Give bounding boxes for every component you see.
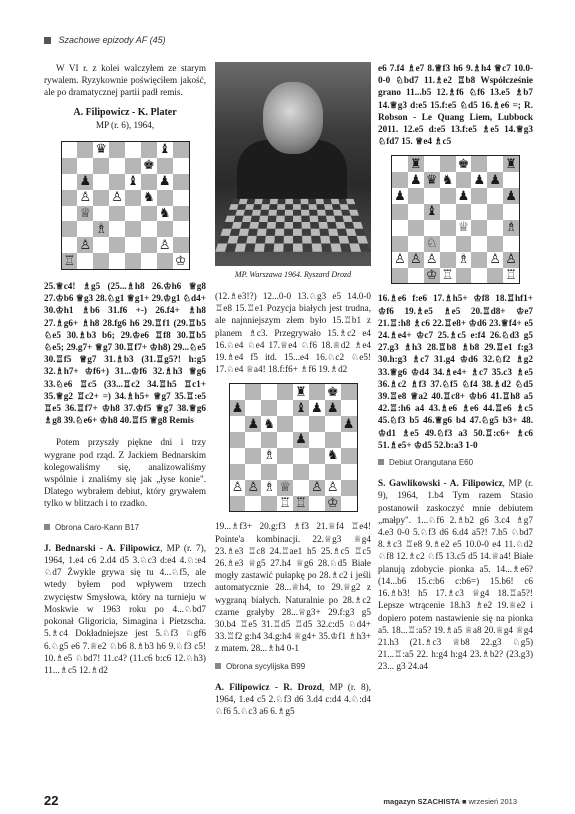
board-square — [293, 480, 309, 496]
board-square — [487, 236, 503, 252]
board-square — [157, 190, 173, 206]
board-square — [93, 190, 109, 206]
board-square — [424, 188, 440, 204]
chess-piece-square: ♟ — [408, 172, 424, 188]
chess-piece-square: ♜ — [408, 156, 424, 172]
board-square — [440, 188, 456, 204]
board-square — [277, 416, 293, 432]
board-square — [93, 237, 109, 253]
chess-piece-square: ♘ — [424, 236, 440, 252]
player-photo — [215, 62, 371, 266]
game3-title: A. Filipowicz - R. Drozd — [215, 681, 322, 692]
board-square — [309, 416, 325, 432]
board-square — [62, 190, 78, 206]
board-square — [408, 236, 424, 252]
game4-title: S. Gawlikowski - A. Filipowicz — [378, 478, 503, 489]
board-square — [471, 188, 487, 204]
intro-text: W VI r. z kolei walczyłem ze starym rywalem. Ryzykownie poświęciłem jakość, ale po dramatycznej partii padł remis. — [44, 63, 206, 98]
board-square — [341, 400, 357, 416]
magazine-name: magazyn SZACHISTA — [383, 797, 460, 806]
board-square — [341, 464, 357, 480]
chess-piece-square: ♕ — [456, 220, 472, 236]
board-square — [503, 204, 519, 220]
chess-piece-square: ♖ — [277, 496, 293, 512]
board-square — [141, 253, 157, 269]
chess-piece-square: ♙ — [157, 237, 173, 253]
opening-name-1: Obrona Caro-Kann B17 — [55, 522, 140, 532]
board-square — [173, 142, 189, 158]
board-square — [62, 142, 78, 158]
chess-piece-square: ♟ — [309, 400, 325, 416]
photo-caption: MP. Warszawa 1964. Ryszard Drozd — [234, 270, 352, 279]
chess-piece-square: ♟ — [325, 400, 341, 416]
chess-piece-square: ♟ — [341, 416, 357, 432]
opening-label-3 — [378, 457, 533, 469]
board-square — [125, 190, 141, 206]
board-square — [408, 268, 424, 284]
board-square — [109, 237, 125, 253]
board-square — [125, 253, 141, 269]
board-square — [125, 158, 141, 174]
board-square — [456, 204, 472, 220]
column-2 — [215, 290, 371, 717]
board-square — [424, 220, 440, 236]
board-square — [173, 221, 189, 237]
board-square — [309, 448, 325, 464]
chess-piece-square: ♙ — [325, 480, 341, 496]
para-2: Potem przyszły piękne dni i trzy wygrane pod rząd. Z Jackiem Bednarskim kolegowaliśmy się, analizowaliśmy wspólnie i znaliśmy się jak „łyse konie". Dlatego wybrałem debiut, który grywałem tylko w blitzach i to rzadko. — [44, 437, 206, 509]
board-square — [261, 384, 277, 400]
board-square — [392, 172, 408, 188]
chess-piece-square: ♟ — [456, 188, 472, 204]
chess-piece-square: ♙ — [245, 480, 261, 496]
chess-piece-square: ♗ — [261, 448, 277, 464]
board-square — [456, 268, 472, 284]
chess-piece-square: ♙ — [77, 237, 93, 253]
chess-piece-square: ♙ — [230, 480, 246, 496]
chess-piece-square: ♖ — [440, 268, 456, 284]
header-title: Szachowe epizody AF (45) — [58, 35, 166, 45]
board-square — [230, 464, 246, 480]
col3-text-2: 16.♗e6 f:e6 17.♗h5+ ♔f8 18.♖hf1+ ♔f6 19.♗e5 ♗e5 20.♖d8+ ♔e7 21.♖:h8 ♗c6 22.♖e8+ ♔d6 23.♕f4+ e5 24.♗e4+ ♔c7 25.♗c5 e:f4 26.♘d3 g5 27.g3 ♗h3 28.♖b8 ♗b8 29.♖e1 f:g3 30.h:g3 ♗c7 31.g4 ♔d6 32.♘f2 ♗g2 33.♕g6 ♔d4 34.♗e4+ ♗c7 35.c3 ♗e5 36.♗c2 ♗f3 37.♘f5 ♘f4 38.♗d2 ♘d5 39.♖e8 ♕a2 40.♖c8+ ♔b6 41.♖h8 a5 42.♖:h6 a4 43.♗e6 ♗e6 44.♖e6 ♗c5 45.♘f3 b5 46.♕g6 b4 47.♘g5 b3+ 48. ♔d1 ♗e5 49.♘f3 a3 50.♖:c6+ ♗c6 51.♗e5+ ♔d5 52.b:a3 1-0 — [378, 293, 533, 450]
game4-text: , MP (r. 9), 1964, 1.b4 Tym razem Stasio postanowił zaskoczyć mnie debiutem „małpy". 1...♘f6 2.♗b2 g6 3.c4 ♗g7 4.e3 0-0 5.♘f3 d6 6.d4 a5?! 7.b5 ♘bd7 8.♗c3 ♖e8 9.♗e2 e5 10.0-0 e4 11.♘d2 ♘f8 12.♗c2 ♘f5 13.c5 d5 14.♕a4! Białe planują zdobycie pionka a5. 14...♗e6? (14...b6 15.c:b6 c:b6=) 15.b6! c6 16.♗b3! h5 17.♗c3 ♕g4 18.♖a5?! Lepsze wtrącenie 18.h3 ♗e2 19.♕e2 i dopiero potem nastawienie się na pionka a5. 18...♖:a5? 19.♗a5 ♕a8 20.♕g4 ♕g4 21.h3 (21.♗c3 ♕b8 22.g3 ♘g5) 21...♖:a5 22. h:g4 h:g4 23.♗b2? (23.g3) 23... g3 24.a4 — [378, 478, 533, 672]
chess-piece-square: ♙ — [424, 252, 440, 268]
board-square — [157, 221, 173, 237]
chess-piece-square: ♙ — [487, 252, 503, 268]
chess-piece-square: ♙ — [309, 480, 325, 496]
board-square — [157, 253, 173, 269]
col3-text-1: e6 7.f4 ♗e7 8.♕f3 h6 9.♗h4 ♕c7 10.0-0-0 ♘bd7 11.♗e2 ♖b8 Współcześnie grano 11...b5 12.♗f6 ♘f6 13.e5 ♗b7 14.♕g3 d:e5 15.f:e5 ♘d5 16.♗e6 =; R. Robson - Le Quang Liem, Lubbock 2011. 12.e5 d:e5 13.f:e5 ♗e5 14.♕g3 ♘fd7 15. ♕e4 ♗c5 — [378, 63, 533, 147]
board-square — [77, 221, 93, 237]
chess-piece-square: ♙ — [392, 252, 408, 268]
chess-piece-square: ♖ — [503, 268, 519, 284]
board-square — [62, 237, 78, 253]
chess-piece-square: ♝ — [293, 400, 309, 416]
chess-piece-square: ♟ — [157, 174, 173, 190]
chess-piece-square: ♙ — [109, 190, 125, 206]
board-square — [487, 268, 503, 284]
header-square-icon — [44, 37, 51, 44]
game2-title: J. Bednarski - A. Filipowicz — [44, 542, 161, 553]
board-square — [309, 384, 325, 400]
board-square — [440, 220, 456, 236]
board-square — [125, 206, 141, 222]
section-square-icon — [215, 663, 221, 669]
board-square — [77, 142, 93, 158]
col2-text-1: (12.♗e3!?) 12...0-0 13.♘g3 e5 14.0-0 ♖e8 15.♖e1 Pozycja białych jest trudna, ale najnniejszym złem było 15.♖b1 z planem ♗c3. Przegrywało 15.♗c2 e4 16.♘e4 ♘e4 17.♕e4 ♘f6 18.♕d2 ♗e4 19.♗e4 f5 itd. 15...e4 16.♘c2 ♘e5! 17.♘e4 ♕a4! 18.f:f6+ ♗f6 19.♗d2 — [215, 291, 371, 375]
board-square — [293, 464, 309, 480]
board-square — [293, 416, 309, 432]
chess-piece-square: ♛ — [424, 172, 440, 188]
board-square — [141, 237, 157, 253]
chess-piece-square: ♜ — [503, 156, 519, 172]
board-square — [392, 220, 408, 236]
board-square — [424, 156, 440, 172]
board-square — [277, 448, 293, 464]
board-square — [341, 432, 357, 448]
board-square — [309, 432, 325, 448]
board-square — [109, 142, 125, 158]
board-square — [141, 174, 157, 190]
photo-chessboard — [215, 199, 370, 252]
chess-piece-square: ♙ — [77, 190, 93, 206]
game1-subtitle: MP (r. 6), 1964, — [95, 119, 155, 130]
board-square — [93, 253, 109, 269]
board-square — [487, 204, 503, 220]
chess-piece-square: ♔ — [325, 496, 341, 512]
chess-piece-square: ♟ — [230, 400, 246, 416]
photo-figure-head — [263, 82, 323, 154]
board-square — [62, 174, 78, 190]
board-square — [141, 142, 157, 158]
chess-diagram-1 — [61, 141, 190, 270]
board-square — [309, 464, 325, 480]
game1-title: A. Filipowicz - K. Plater — [73, 106, 177, 118]
board-square — [173, 206, 189, 222]
board-square — [341, 480, 357, 496]
chess-piece-square: ♔ — [424, 268, 440, 284]
board-square — [62, 221, 78, 237]
board-square — [487, 220, 503, 236]
board-square — [141, 221, 157, 237]
board-square — [277, 464, 293, 480]
board-square — [325, 416, 341, 432]
board-square — [408, 204, 424, 220]
chess-piece-square: ♞ — [141, 190, 157, 206]
chess-diagram-2 — [229, 383, 358, 512]
game3-text: , MP (r. 8), 1964, 1.e4 c5 2.♘f3 d6 3.d4 c:d4 4.♘:d4 ♘f6 5.♘c3 a6 6.♗g5 — [215, 681, 371, 717]
board-square — [93, 174, 109, 190]
board-square — [341, 384, 357, 400]
board-square — [125, 221, 141, 237]
board-square — [261, 400, 277, 416]
opening-name-2: Obrona sycylijska B99 — [226, 661, 306, 671]
chess-piece-square: ♟ — [503, 188, 519, 204]
board-square — [487, 188, 503, 204]
board-square — [440, 156, 456, 172]
game1-moves: 25.♕c4! ♗g5 (25...♗h8 26.♔h6 ♕g8 27.♔b6 ♕g3 28.♘g1 ♕g1+ 29.♔g1 ♘d4+ 30.♔h1 ♗b6 31.f6 +-) 26.f4+ ♗h8 27.♗g6+ ♗h8 28.fg6 h6 29.♖f1 (29.♖b5 ♘e5 30.♗b3 b6; 29.♔e6 ♖f8 30.♖b5 ♘e5; 29.g7+ ♕g7 30.♖f7+ ♔h8) 29...♘e5 30.♖f5 ♕g7 31.♗b3 (31.♖g5?! h:g5 32.♗h7+ ♔f6+) 31...♔f6 32.♗h3 ♕g6 33.♘e6 ♖c5 (33...♖c2 34.♖h5 ♖c1+ 35.♕g2 ♖c2+ =) 34.♗h5+ ♕g7 35.♖:e5 ♖e5 36.♖f7+ ♔h8 37.♔f5 ♕g7 38.♕g6 ♗g8 39.♘e6+ ♔h8 40.♖f5 ♕g8 Remis — [44, 281, 206, 426]
page-number: 22 — [44, 793, 59, 808]
board-square — [503, 172, 519, 188]
board-square — [230, 496, 246, 512]
chess-piece-square: ♙ — [503, 252, 519, 268]
board-square — [230, 432, 246, 448]
board-square — [93, 206, 109, 222]
chess-piece-square: ♗ — [93, 221, 109, 237]
board-square — [277, 400, 293, 416]
board-square — [77, 158, 93, 174]
board-square — [440, 204, 456, 220]
board-square — [392, 236, 408, 252]
board-square — [471, 252, 487, 268]
board-square — [471, 236, 487, 252]
chess-piece-square: ♗ — [261, 480, 277, 496]
board-square — [109, 174, 125, 190]
chess-piece-square: ♗ — [456, 252, 472, 268]
opening-name-3: Debiut Orangutana E60 — [389, 458, 474, 468]
board-square — [62, 206, 78, 222]
chess-piece-square: ♟ — [77, 174, 93, 190]
chess-diagram-3 — [391, 155, 520, 284]
board-square — [125, 142, 141, 158]
board-square — [341, 448, 357, 464]
opening-label-2 — [215, 661, 371, 673]
board-square — [471, 156, 487, 172]
chess-piece-square: ♕ — [277, 480, 293, 496]
chess-piece-square: ♞ — [261, 416, 277, 432]
board-square — [277, 384, 293, 400]
board-square — [230, 384, 246, 400]
chess-piece-square: ♙ — [408, 252, 424, 268]
board-square — [408, 188, 424, 204]
column-1 — [44, 62, 206, 676]
board-square — [261, 432, 277, 448]
board-square — [77, 253, 93, 269]
chess-piece-square: ♕ — [77, 206, 93, 222]
board-square — [325, 432, 341, 448]
board-square — [325, 464, 341, 480]
board-square — [245, 400, 261, 416]
board-square — [141, 206, 157, 222]
chess-piece-square: ♟ — [392, 188, 408, 204]
board-square — [230, 416, 246, 432]
chess-piece-square: ♜ — [293, 384, 309, 400]
chess-piece-square: ♚ — [456, 156, 472, 172]
chess-piece-square: ♔ — [173, 253, 189, 269]
issue-date: wrzesień 2013 — [468, 797, 517, 806]
board-square — [62, 158, 78, 174]
board-square — [456, 172, 472, 188]
board-square — [309, 496, 325, 512]
chess-piece-square: ♟ — [487, 172, 503, 188]
board-square — [503, 236, 519, 252]
game2-text: , MP (r. 7), 1964, 1.e4 c6 2.d4 d5 3.♘c3 d:e4 4.♘:e4 ♘d7 Żwykle grywa się tu 4...♘f5, ale wtedy byłem pod wpływem trzech zwycięstw Smysłowa, który na turnieju w Moskwie w 1963 roku po 4...♘bd7 pokonał Gligoricia, Simagina i Pietzscha. 5.♗c4 Dokładniejsze jest 5.♘f3 ♘gf6 6.♘g5 e6 7.♕e2 ♘b6 8.♗b3 h6 9.♘f3 c5! 10.♗e5 ♘bd7! 11.c4? (11.c6 b:c6 12.♘h3) 11...♗c5 12.♗d2 — [44, 542, 207, 675]
board-square — [440, 236, 456, 252]
board-square — [261, 464, 277, 480]
chess-piece-square: ♟ — [245, 416, 261, 432]
board-square — [109, 253, 125, 269]
board-square — [245, 496, 261, 512]
board-square — [341, 496, 357, 512]
board-square — [392, 156, 408, 172]
board-square — [487, 156, 503, 172]
board-square — [261, 496, 277, 512]
board-square — [173, 237, 189, 253]
chess-piece-square: ♚ — [325, 384, 341, 400]
board-square — [392, 204, 408, 220]
opening-label-1 — [44, 522, 206, 534]
board-square — [392, 268, 408, 284]
board-square — [109, 221, 125, 237]
board-square — [157, 158, 173, 174]
chess-piece-square: ♟ — [293, 432, 309, 448]
board-square — [440, 252, 456, 268]
board-square — [245, 384, 261, 400]
board-square — [230, 448, 246, 464]
chess-piece-square: ♖ — [62, 253, 78, 269]
chess-piece-square: ♞ — [440, 172, 456, 188]
board-square — [471, 204, 487, 220]
chess-piece-square: ♗ — [503, 220, 519, 236]
running-header — [44, 35, 166, 45]
board-square — [245, 432, 261, 448]
board-square — [471, 268, 487, 284]
chess-piece-square: ♚ — [141, 158, 157, 174]
board-square — [408, 220, 424, 236]
board-square — [173, 174, 189, 190]
board-square — [245, 464, 261, 480]
board-square — [456, 236, 472, 252]
chess-piece-square: ♞ — [325, 448, 341, 464]
chess-piece-square: ♛ — [93, 142, 109, 158]
chess-piece-square: ♞ — [157, 206, 173, 222]
section-square-icon — [44, 524, 50, 530]
board-square — [173, 158, 189, 174]
chess-piece-square: ♟ — [471, 172, 487, 188]
board-square — [109, 206, 125, 222]
chess-piece-square: ♖ — [293, 496, 309, 512]
footer-separator-icon: ■ — [462, 797, 467, 806]
section-square-icon — [378, 459, 384, 465]
chess-piece-square: ♝ — [125, 174, 141, 190]
board-square — [125, 237, 141, 253]
board-square — [173, 190, 189, 206]
magazine-footer — [383, 797, 517, 806]
chess-piece-square: ♝ — [424, 204, 440, 220]
column-3 — [378, 62, 533, 673]
board-square — [245, 448, 261, 464]
board-square — [471, 220, 487, 236]
board-square — [293, 448, 309, 464]
col2-text-2: 19...♗f3+ 20.g:f3 ♗f3 21.♕f4 ♖e4! Pointe'a kombinacji. 22.♕g3 ♕g4 23.♗e3 ♖c8 24.♖ae1 h5 25.♗c5 ♖c5 26.♗e3 ♕g5 27.h4 ♕g6 28.♘d5 Białe mogły zastawić pułapkę po 28.♗c2 i jeśli automatycznie 28...♕h4, to 29.♕g2 z wygraną białych. Naturalnie po 28.♗c2 czarne grałyby 28...♕g3+ 29.f:g3 g5 30.b4 ♖e5 31.♖d5 ♖d5 32.c:d5 ♘d4+ 33.♖f2 g:h4 34.g:h4 ♕g4+ 35.♔f1 ♗h3+ z matem. 28...♗h4 0-1 — [215, 521, 371, 654]
board-square — [109, 158, 125, 174]
board-square — [277, 432, 293, 448]
chess-piece-square: ♝ — [157, 142, 173, 158]
board-square — [93, 158, 109, 174]
